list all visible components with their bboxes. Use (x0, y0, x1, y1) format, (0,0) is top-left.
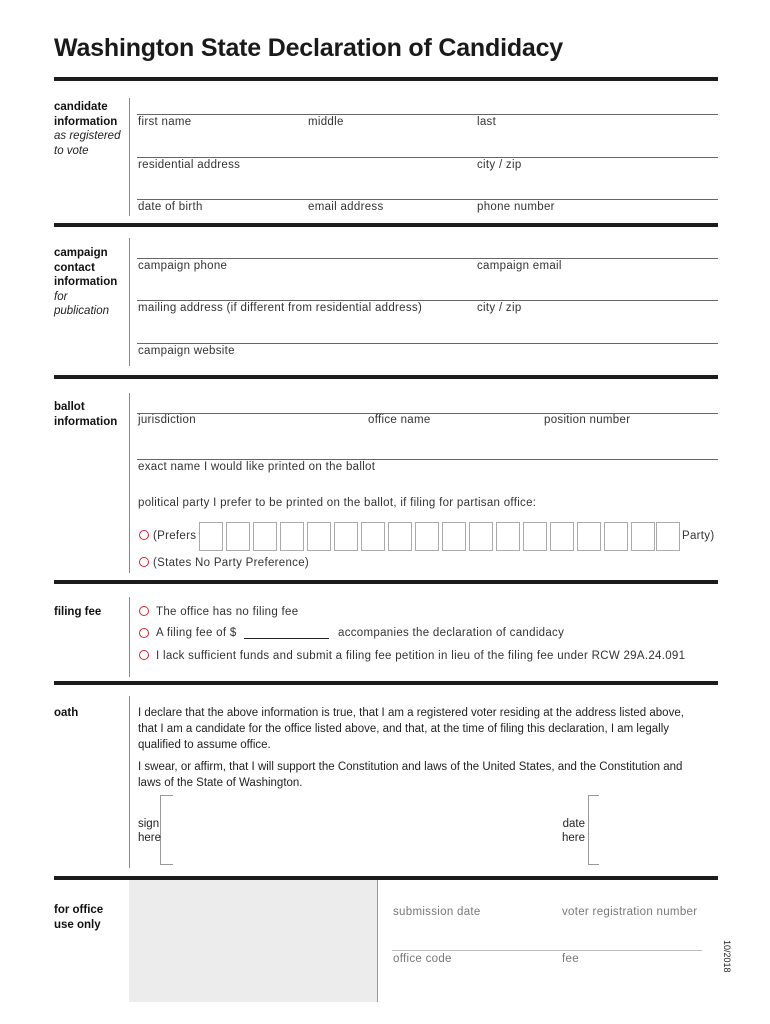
filing-fee-amount-radio[interactable] (139, 628, 149, 638)
filing-fee-divider (129, 597, 130, 677)
candidate-label-note: as registered to vote (54, 130, 121, 157)
no-party-preference-label: (States No Party Preference) (153, 557, 310, 569)
ballot-section-label (54, 400, 126, 429)
office-use-divider (377, 880, 378, 1002)
date-here-label (561, 817, 585, 845)
party-letter-box[interactable] (656, 522, 680, 551)
oath-declaration-text: I declare that the above information is true, that I am a registered voter residing at the address listed above, that I am a candidate for the office listed above, and that, at the time of filing this declaration, I am legally qualified to assume office. (138, 707, 684, 751)
oath-section-label (54, 706, 78, 721)
email-address-field[interactable]: email address (308, 201, 384, 213)
political-party-prompt: political party I prefer to be printed on the ballot, if filing for partisan office: (138, 497, 537, 509)
date-field[interactable] (600, 800, 710, 860)
fee-petition-label: I lack sufficient funds and submit a filing fee petition in lieu of the filing fee under RCW 29A.24.091 (156, 650, 686, 662)
date-of-birth-field[interactable]: date of birth (138, 201, 203, 213)
prefers-label: (Prefers (153, 530, 197, 542)
date-word: date (562, 818, 585, 830)
residential-address-field[interactable]: residential address (138, 159, 241, 171)
office-use-fields-panel (378, 880, 718, 1002)
campaign-phone-field[interactable]: campaign phone (138, 260, 228, 272)
mailing-city-zip-field[interactable]: city / zip (477, 302, 522, 314)
oath-label: oath (54, 707, 79, 719)
filing-fee-amount-label: A filing fee of $ (156, 627, 237, 639)
date-bracket (588, 795, 599, 865)
campaign-section-label (54, 246, 126, 319)
submission-date-field: submission date (393, 906, 481, 918)
party-letter-box[interactable] (388, 522, 412, 551)
filing-fee-section-label (54, 605, 101, 620)
party-letter-box[interactable] (523, 522, 547, 551)
middle-name-field[interactable]: middle (308, 116, 344, 128)
date-here-word: here (561, 832, 585, 844)
party-letter-box[interactable] (631, 522, 655, 551)
signature-field[interactable] (175, 800, 555, 860)
section-rule-1 (54, 223, 718, 227)
ballot-label: ballot information (54, 401, 118, 428)
jurisdiction-field[interactable]: jurisdiction (138, 414, 196, 426)
page-title: Washington State Declaration of Candidacy (54, 34, 563, 62)
candidate-line-2 (137, 157, 718, 158)
party-letter-box[interactable] (577, 522, 601, 551)
party-letter-box[interactable] (604, 522, 628, 551)
campaign-divider (129, 238, 130, 366)
voter-registration-number-field: voter registration number (562, 906, 698, 918)
party-letter-box[interactable] (199, 522, 223, 551)
office-code-field: office code (393, 953, 452, 965)
party-letter-box[interactable] (550, 522, 574, 551)
revision-date: 10/2018 (722, 940, 732, 973)
party-letter-box[interactable] (226, 522, 250, 551)
party-letter-box[interactable] (361, 522, 385, 551)
office-use-section-label (54, 903, 114, 932)
campaign-line-2 (137, 300, 718, 301)
section-rule-2 (54, 375, 718, 379)
section-rule-4 (54, 681, 718, 685)
party-letter-box[interactable] (253, 522, 277, 551)
party-letter-box[interactable] (496, 522, 520, 551)
phone-number-field[interactable]: phone number (477, 201, 555, 213)
last-name-field[interactable]: last (477, 116, 497, 128)
campaign-line-1 (137, 258, 718, 259)
sign-here-label (138, 817, 161, 845)
candidate-label: candidate information (54, 101, 118, 128)
position-number-field[interactable]: position number (544, 414, 631, 426)
campaign-email-field[interactable]: campaign email (477, 260, 562, 272)
mailing-address-field[interactable]: mailing address (if different from residential address) (138, 302, 423, 314)
fee-petition-radio[interactable] (139, 650, 149, 660)
section-rule-3 (54, 580, 718, 584)
filing-fee-label: filing fee (54, 606, 102, 618)
oath-affirmation-text: I swear, or affirm, that I will support the Constitution and laws of the United States, and the Constitution and laws of the State of Washington. (138, 761, 683, 789)
party-letter-box[interactable] (280, 522, 304, 551)
sign-word: sign (138, 818, 160, 830)
no-party-preference-radio[interactable] (139, 557, 149, 567)
candidate-line-1 (137, 114, 718, 115)
filing-fee-accompanies-label: accompanies the declaration of candidacy (338, 627, 565, 639)
party-letter-box[interactable] (469, 522, 493, 551)
candidate-section-label (54, 100, 126, 158)
office-name-field[interactable]: office name (368, 414, 431, 426)
party-letter-box[interactable] (307, 522, 331, 551)
office-use-line (392, 950, 702, 951)
no-filing-fee-label: The office has no filing fee (156, 606, 299, 618)
title-rule (54, 77, 718, 81)
campaign-label: campaign contact information (54, 247, 118, 288)
campaign-line-3 (137, 343, 718, 344)
campaign-label-note: for publication (54, 290, 109, 317)
ballot-name-field[interactable]: exact name I would like printed on the ballot (138, 461, 376, 473)
candidate-line-3 (137, 199, 718, 200)
signature-bracket (160, 795, 173, 865)
fee-field: fee (562, 953, 579, 965)
office-use-label: for office use only (54, 904, 104, 931)
filing-fee-amount-input[interactable] (244, 638, 329, 639)
ballot-line-2 (137, 459, 718, 460)
party-letter-box[interactable] (334, 522, 358, 551)
oath-divider (129, 696, 130, 868)
no-filing-fee-radio[interactable] (139, 606, 149, 616)
party-letter-box[interactable] (415, 522, 439, 551)
party-letter-box[interactable] (442, 522, 466, 551)
sign-here-word: here (138, 832, 162, 844)
first-name-field[interactable]: first name (138, 116, 192, 128)
party-label: Party) (682, 530, 715, 542)
candidate-divider (129, 98, 130, 216)
prefers-party-radio[interactable] (139, 530, 149, 540)
city-zip-field[interactable]: city / zip (477, 159, 522, 171)
campaign-website-field[interactable]: campaign website (138, 345, 235, 357)
ballot-divider (129, 393, 130, 573)
